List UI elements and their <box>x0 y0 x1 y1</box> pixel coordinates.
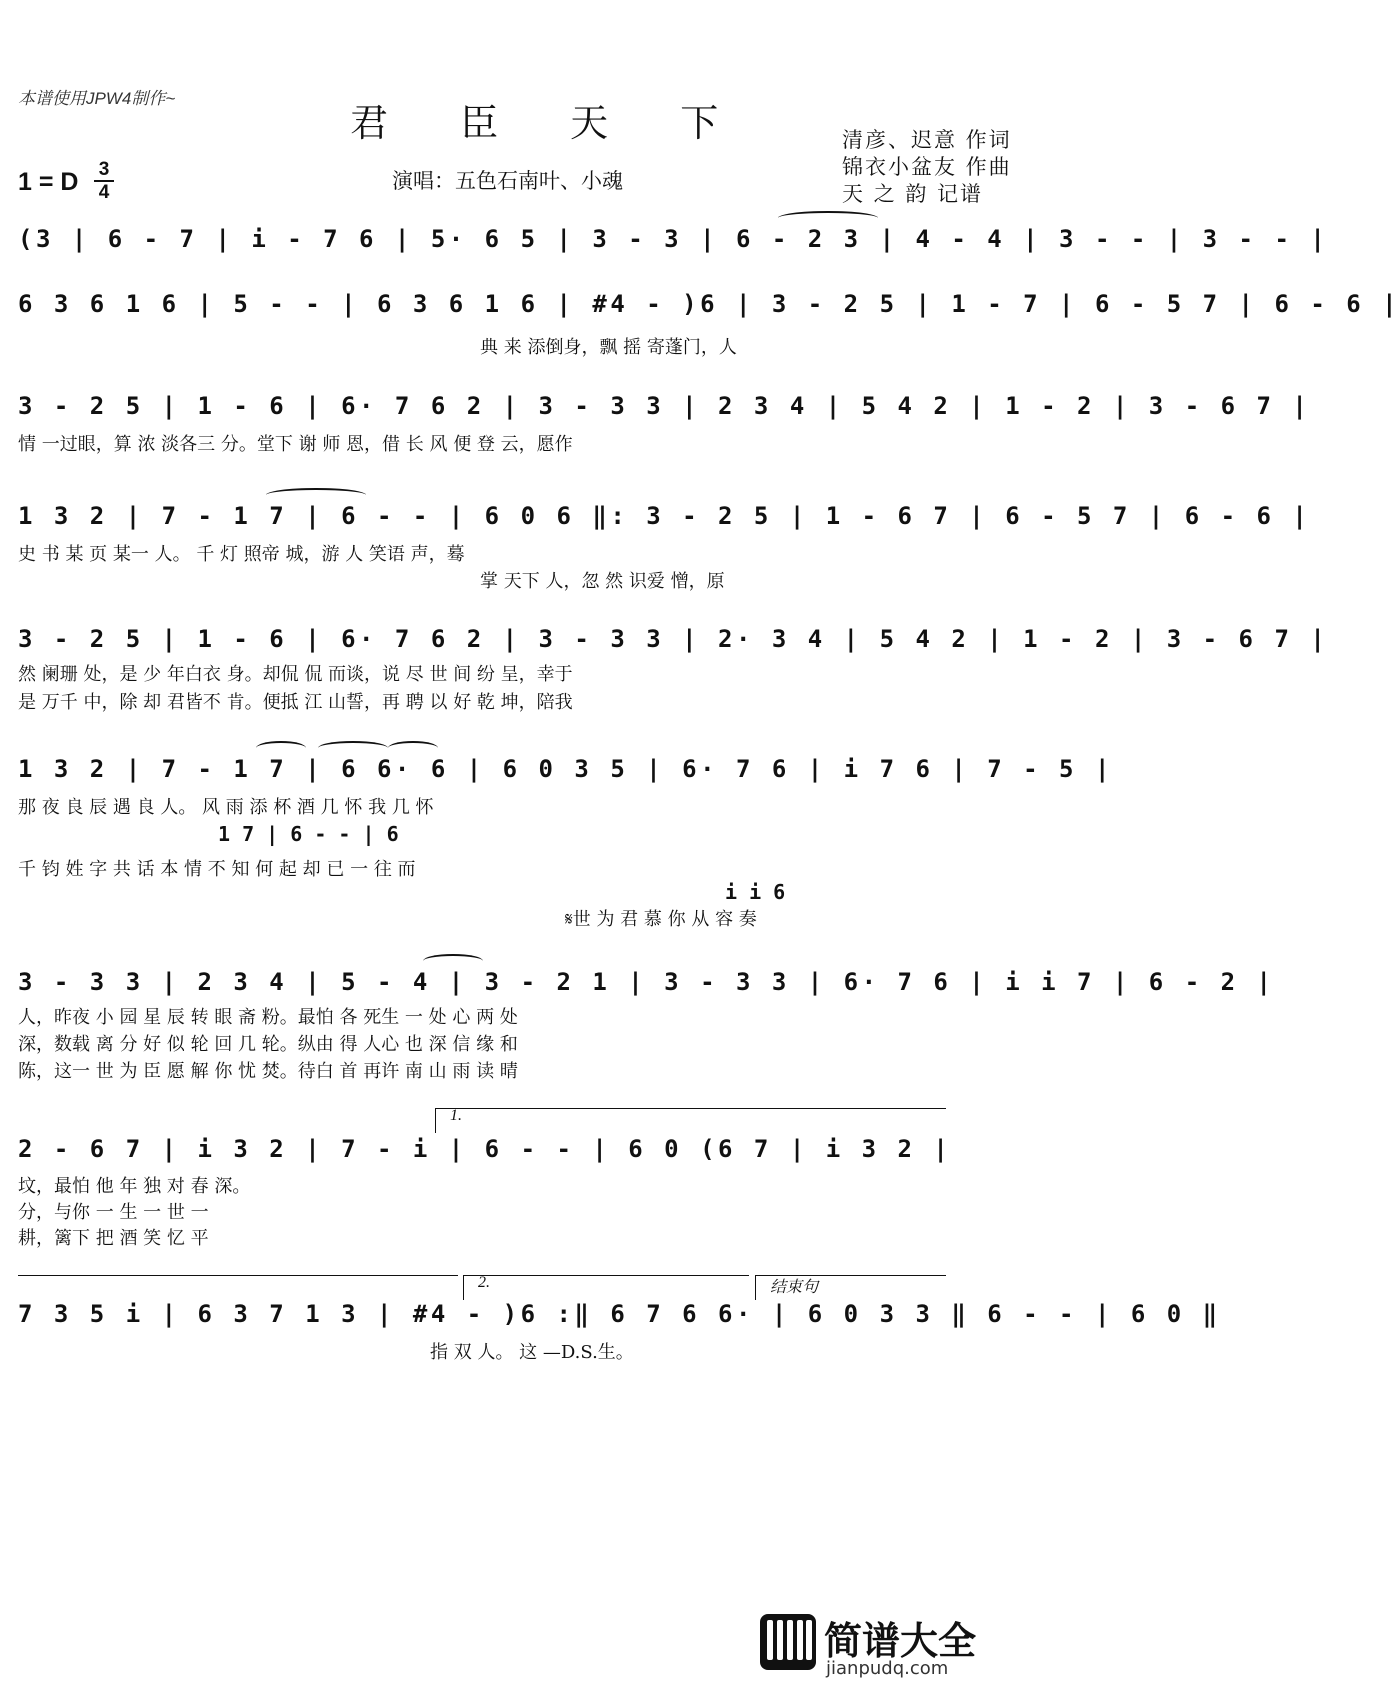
tie-mark <box>318 741 388 755</box>
volta-2 <box>463 1275 749 1300</box>
row-5-lyric-1: 然 阑珊 处，是 少 年白衣 身。却侃 侃 而谈，说 尽 世 间 纷 呈，幸于 <box>18 664 573 685</box>
score-row-9 <box>18 1300 1221 1330</box>
row-8-lyric-3: 耕，篱下 把 酒 笑 忆 平 <box>18 1228 209 1249</box>
score-row-1 <box>18 225 1329 255</box>
row-6-lyric-1: 那 夜 良 辰 遇 良 人。 风 雨 添 杯 酒 几 怀 我 几 怀 <box>18 797 434 818</box>
score-row-3 <box>18 392 1311 422</box>
transcriber-credit: 天 之 韵 记谱 <box>842 182 984 206</box>
row-7-notes: 3 - 3 3 | 2 3 4 | 5 - 4 | 3 - 2 1 | 3 - 3 3 | 6· 7 6 | i i 7 | 6 - 2 | <box>18 968 1275 996</box>
score-row-2 <box>18 290 1400 320</box>
composer-credit: 锦衣小盆友 作曲 <box>842 155 1012 179</box>
tie-mark <box>266 488 366 502</box>
ending-label: 结束句 <box>770 1279 819 1296</box>
meter-numerator: 3 <box>98 159 110 180</box>
row-1-notes: (3 | 6 - 7 | i - 7 6 | 5· 6 5 | 3 - 3 | 6 - 2 3 | 4 - 4 | 3 - - | 3 - - | <box>18 225 1329 253</box>
row-8-notes: 2 - 6 7 | i 3 2 | 7 - i | 6 - - | 6 0 (6 7 | i 3 2 | <box>18 1135 952 1163</box>
volta-1 <box>435 1108 946 1133</box>
volta-1-label: 1. <box>450 1107 462 1124</box>
row-7-lyric-2: 深，数载 离 分 好 似 轮 回 几 轮。纵由 得 人心 也 深 信 缘 和 <box>18 1034 518 1055</box>
tie-mark <box>388 741 438 755</box>
key-signature: 1 = D <box>18 168 79 196</box>
row-6-alt-notes-2: i i 6 <box>725 880 786 904</box>
row-7-lyric-1: 人，昨夜 小 园 星 辰 转 眼 斋 粉。最怕 各 死生 一 处 心 两 处 <box>18 1007 518 1028</box>
row-6-alt-notes: 1 7 | 6 - - | 6 <box>218 822 399 846</box>
row-2-lyric-1: 典 来 添倒身，飘 摇 寄蓬门，人 <box>480 337 737 358</box>
tie-mark <box>778 211 878 225</box>
row-5-notes: 3 - 2 5 | 1 - 6 | 6· 7 6 2 | 3 - 3 3 | 2· 3 4 | 5 4 2 | 1 - 2 | 3 - 6 7 | <box>18 625 1329 653</box>
score-row-7 <box>18 968 1275 998</box>
row-4-lyric-2: 掌 天下 人，忽 然 识爱 憎，原 <box>480 571 725 592</box>
score-row-5 <box>18 625 1329 655</box>
tie-mark <box>256 741 306 755</box>
song-title: 君 臣 天 下 <box>350 101 749 145</box>
row-6-notes: 1 3 2 | 7 - 1 7 | 6 6· 6 | 6 0 3 5 | 6· 7 6 | i 7 6 | 7 - 5 | <box>18 755 1113 783</box>
time-signature <box>94 160 114 202</box>
site-logo <box>760 1610 1015 1682</box>
score-row-8 <box>18 1135 1028 1165</box>
row-6-lyric-2: 千 钧 姓 字 共 话 本 情 不 知 何 起 却 已 一 往 而 <box>18 859 416 880</box>
row-6-lyric-3: 𝄋世 为 君 慕 你 从 容 奏 <box>565 909 757 930</box>
lyricist-credit: 清彦、迟意 作词 <box>842 128 1012 152</box>
row-4-lyric-1: 史 书 某 页 某一 人。 千 灯 照帝 城，游 人 笑语 声，蓦 <box>18 544 465 565</box>
volta-1-continued <box>18 1275 458 1300</box>
row-5-lyric-2: 是 万千 中，除 却 君皆不 肯。便抵 江 山誓，再 聘 以 好 乾 坤，陪我 <box>18 692 573 713</box>
row-2-notes: 6 3 6 1 6 | 5 - - | 6 3 6 1 6 | #4 - )6 | 3 - 2 5 | 1 - 7 | 6 - 5 7 | 6 - 6 | <box>18 290 1400 318</box>
row-8-lyric-2: 分，与你 一 生 一 世 一 <box>18 1202 209 1223</box>
meter-denominator: 4 <box>98 182 110 203</box>
row-3-lyric-1: 情 一过眼，算 浓 淡各三 分。堂下 谢 师 恩，借 长 风 便 登 云，愿作 <box>18 434 573 455</box>
volta-2-label: 2. <box>478 1274 490 1291</box>
piano-keys-icon <box>760 1614 816 1670</box>
row-9-notes: 7 3 5 i | 6 3 7 1 3 | #4 - )6 :‖ 6 7 6 6· | 6 0 3 3 ‖ 6 - - | 6 0 ‖ <box>18 1300 1221 1328</box>
row-9-lyric-1: 指 双 人。 这 —D.S.生。 <box>430 1342 634 1363</box>
row-4-notes: 1 3 2 | 7 - 1 7 | 6 - - | 6 0 6 ‖: 3 - 2 5 | 1 - 6 7 | 6 - 5 7 | 6 - 6 | <box>18 502 1311 530</box>
row-3-notes: 3 - 2 5 | 1 - 6 | 6· 7 6 2 | 3 - 3 3 | 2 3 4 | 5 4 2 | 1 - 2 | 3 - 6 7 | <box>18 392 1311 420</box>
logo-url: jianpudq.com <box>826 1658 949 1679</box>
logo-name: 简谱大全 <box>824 1619 977 1663</box>
row-8-lyric-1: 坟，最怕 他 年 独 对 春 深。 <box>18 1176 251 1197</box>
ending-bracket <box>755 1275 946 1300</box>
tie-mark <box>423 954 483 968</box>
singers-credit: 演唱：五色石南叶、小魂 <box>392 169 623 193</box>
row-7-lyric-3: 陈，这一 世 为 臣 愿 解 你 忧 焚。待白 首 再许 南 山 雨 读 晴 <box>18 1061 518 1082</box>
score-row-4 <box>18 502 1311 532</box>
score-row-6 <box>18 755 1113 785</box>
software-note: 本谱使用JPW4制作~ <box>18 89 176 108</box>
